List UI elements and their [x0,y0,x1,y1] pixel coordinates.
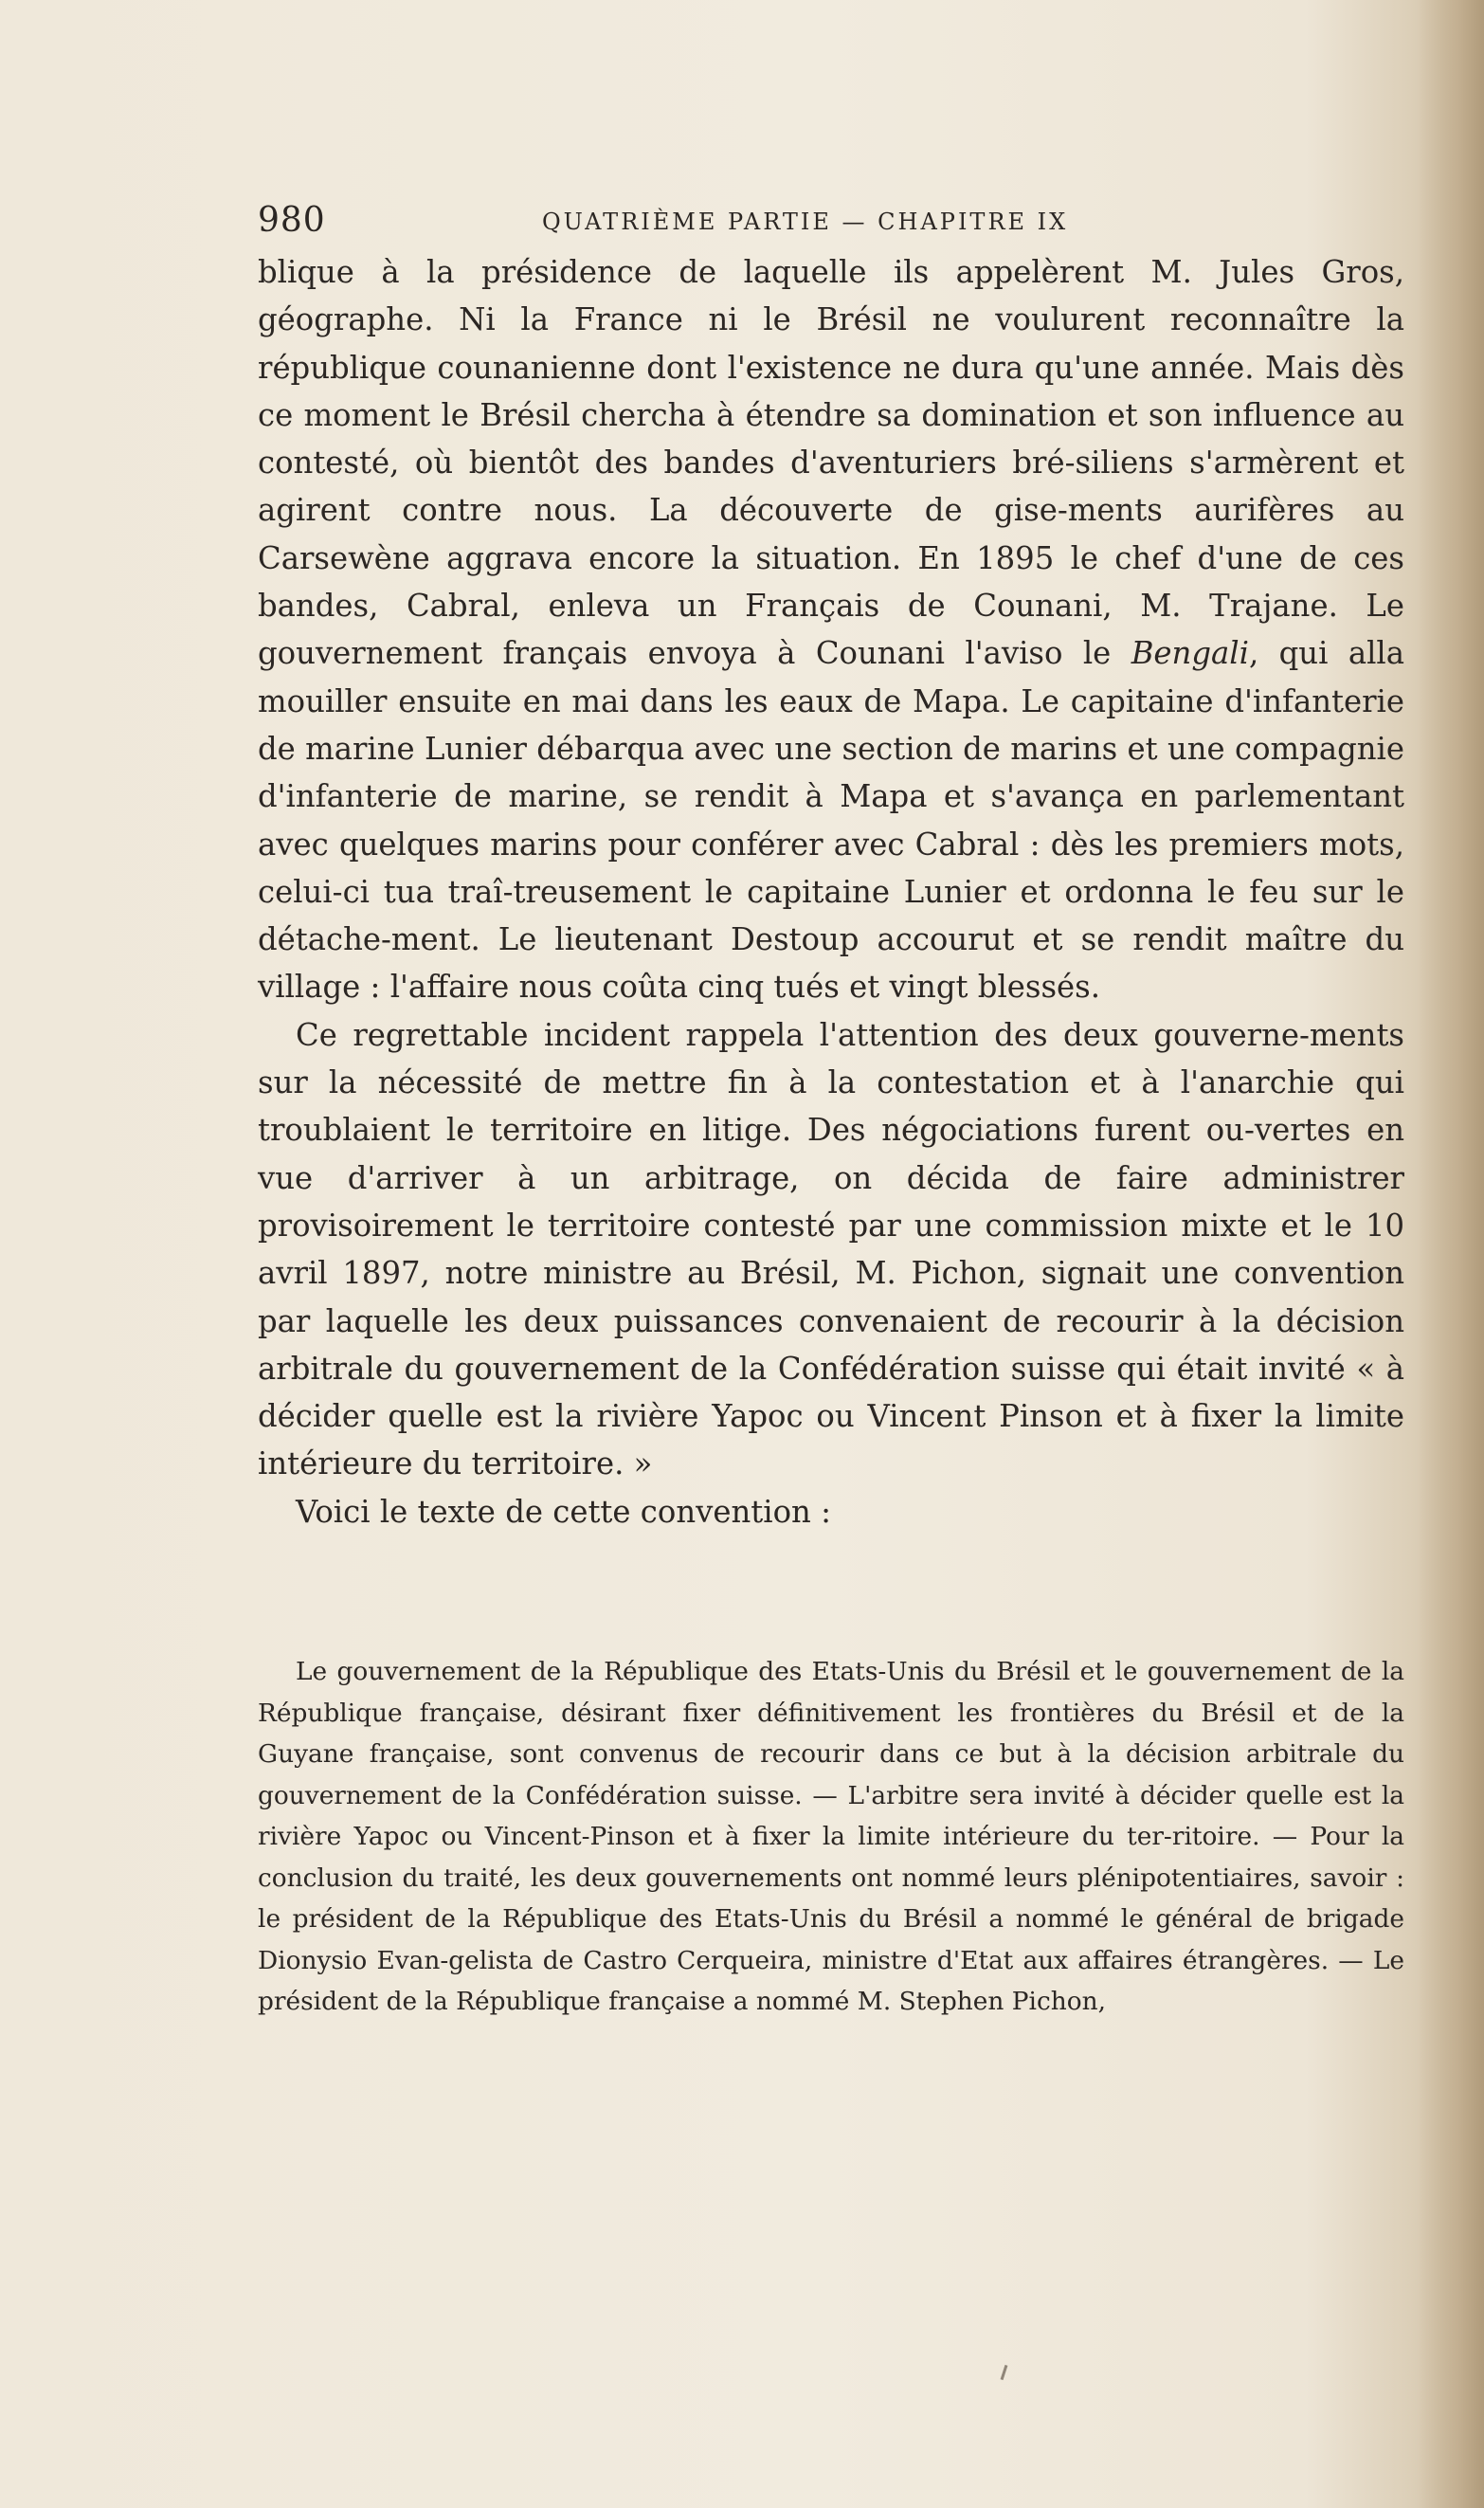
ship-name: Bengali [1131,635,1249,672]
paragraph-1 [258,248,1404,1011]
ink-mark [1001,2365,1008,2380]
quote-text: Le gouvernement de la République des Etats-Unis du Brésil et le gouvernement de la République française, désirant fixer définitivement les frontières du Brésil et de la Guyane française, sont convenus de recourir dans ce but à la décision arbitrale du gouvernement de la Confédération suisse. — L'arbitre sera invité à décider quelle est la rivière Yapoc ou Vincent-Pinson et à fixer la limite intérieure du ter-ritoire. — Pour la conclusion du traité, les deux gouvernements ont nommé leurs plénipotentiaires, savoir : le président de la République des Etats-Unis du Brésil a nommé le général de brigade Dionysio Evan-gelista de Castro Cerqueira, ministre d'Etat aux affaires étrangères. — Le président de la République française a nommé M. Stephen Pichon, [258,1657,1404,2016]
page-number: 980 [258,201,326,240]
convention-quote [258,1651,1404,2023]
paragraph-1-text-b: , qui alla mouiller ensuite en mai dans les eaux de Mapa. Le capitaine d'infanterie de marine Lunier débarqua avec une section de marins et une compagnie d'infanterie de marine, se rendit à Mapa et s'avança en parlementant avec quelques marins pour conférer avec Cabral : dès les premiers mots, celui-ci tua traî-treusement le capitaine Lunier et ordonna le feu sur le détache-ment. Le lieutenant Destoup accourut et se rendit maître du village : l'affaire nous coûta cinq tués et vingt blessés. [258,635,1404,1006]
paragraph-2: Ce regrettable incident rappela l'attention des deux gouverne-ments sur la nécessité de mettre fin à la contestation et à l'anarchie qui troublaient le territoire en litige. Des négociations furent ou-vertes en vue d'arriver à un arbitrage, on décida de faire administrer provisoirement le territoire contesté par une commission mixte et le 10 avril 1897, notre ministre au Brésil, M. Pichon, signait une convention par laquelle les deux puissances convenaient de recourir à la décision arbitrale du gouvernement de la Confédération suisse qui était invité « à décider quelle est la rivière Yapoc ou Vincent Pinson et à fixer la limite intérieure du territoire. » [258,1016,1404,1482]
paragraph-3: Voici le texte de cette convention : [296,1493,831,1530]
page-header [258,201,1412,250]
running-head: QUATRIÈME PARTIE — CHAPITRE IX [542,209,1069,235]
main-text [258,248,1404,1536]
paragraph-1-text-a: blique à la présidence de laquelle ils appelèrent M. Jules Gros, géographe. Ni la France ni le Brésil ne voulurent reconnaître la république counanienne dont l'existence ne dura qu'une année. Mais dès ce moment le Brésil chercha à étendre sa domination et son influence au contesté, où bientôt des bandes d'aventuriers bré-siliens s'armèrent et agirent contre nous. La découverte de gise-ments aurifères au Carsewène aggrava encore la situation. En 1895 le chef d'une de ces bandes, Cabral, enleva un Français de Counani, M. Trajane. Le gouvernement français envoya à Counani l'aviso le [258,254,1404,672]
page-edge-shadow [1418,0,1484,2508]
